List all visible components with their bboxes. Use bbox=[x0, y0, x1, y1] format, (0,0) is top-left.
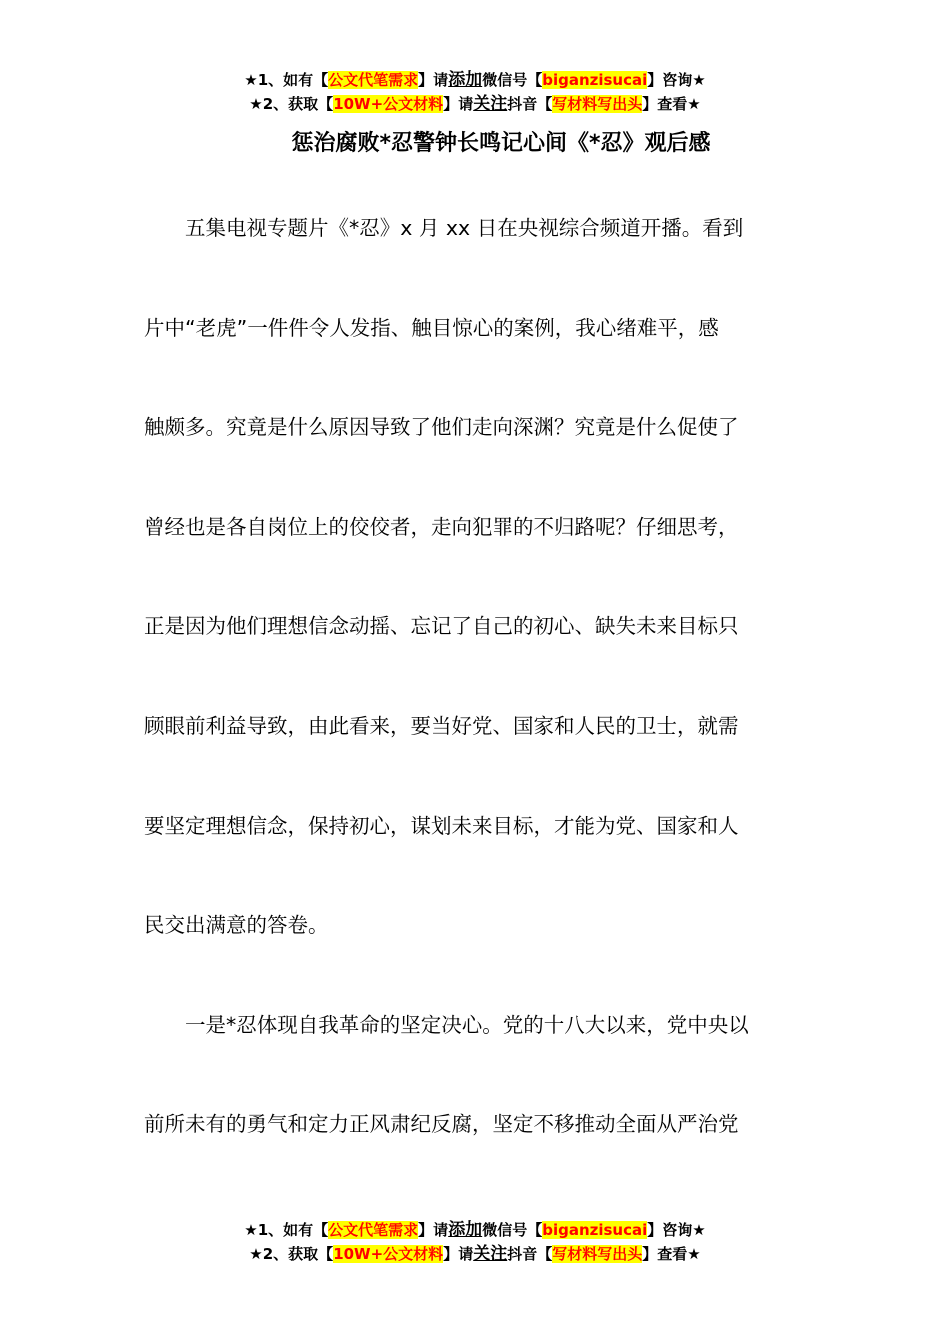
document-body bbox=[144, 208, 804, 1204]
document-title: 惩治腐败*忍警钟长鸣记心间《*忍》观后感 bbox=[291, 131, 711, 156]
banner-wechat-id: biganzisucai bbox=[542, 1221, 648, 1239]
banner-text: ★2、获取【 bbox=[249, 95, 334, 113]
banner-underline: 关注 bbox=[473, 94, 508, 114]
banner-highlight: 公文代笔需求 bbox=[328, 1221, 419, 1239]
banner-text: 】查看★ bbox=[642, 95, 701, 113]
banner-highlight: 公文代笔需求 bbox=[328, 71, 419, 89]
body-line: 正是因为他们理想信念动摇、忘记了自己的初心、缺失未来目标只 bbox=[144, 614, 739, 639]
banner-highlight: 写材料写出头 bbox=[552, 95, 643, 113]
banner-underline: 关注 bbox=[473, 1244, 508, 1264]
body-line: 民交出满意的答卷。 bbox=[144, 913, 329, 938]
body-line: 触颇多。究竟是什么原因导致了他们走向深渊？究竟是什么促使了 bbox=[144, 415, 739, 440]
body-line: 曾经也是各自岗位上的佼佼者，走向犯罪的不归路呢？仔细思考， bbox=[144, 514, 739, 539]
banner-highlight: 写材料写出头 bbox=[552, 1245, 643, 1263]
body-line: 顾眼前利益导致，由此看来，要当好党、国家和人民的卫士，就需 bbox=[144, 713, 739, 738]
banner-text: 抖音【 bbox=[507, 1245, 553, 1263]
banner-highlight: 10W+公文材料 bbox=[333, 95, 444, 113]
banner-text: ★2、获取【 bbox=[249, 1245, 334, 1263]
banner-underline: 添加 bbox=[448, 1220, 483, 1240]
banner-highlight: 10W+公文材料 bbox=[333, 1245, 444, 1263]
banner-text: 微信号【 bbox=[482, 1221, 543, 1239]
banner-text: 】咨询★ bbox=[647, 71, 706, 89]
footer-banner bbox=[0, 1218, 950, 1266]
banner-text: 】咨询★ bbox=[647, 1221, 706, 1239]
banner-text: ★1、如有【 bbox=[244, 1221, 329, 1239]
banner-text: 微信号【 bbox=[482, 71, 543, 89]
banner-line-1 bbox=[0, 1218, 950, 1242]
banner-line-1 bbox=[0, 68, 950, 92]
header-banner bbox=[0, 68, 950, 116]
banner-text: 】请 bbox=[418, 1221, 449, 1239]
banner-line-2 bbox=[0, 1242, 950, 1266]
body-line: 前所未有的勇气和定力正风肃纪反腐，坚定不移推动全面从严治党 bbox=[144, 1112, 739, 1137]
banner-text: ★1、如有【 bbox=[244, 71, 329, 89]
banner-text: 抖音【 bbox=[507, 95, 553, 113]
banner-underline: 添加 bbox=[448, 70, 483, 90]
banner-text: 】查看★ bbox=[642, 1245, 701, 1263]
body-line: 五集电视专题片《*忍》x 月 xx 日在央视综合频道开播。看到 bbox=[144, 216, 744, 240]
banner-wechat-id: biganzisucai bbox=[542, 71, 648, 89]
body-line: 片中“老虎”一件件令人发指、触目惊心的案例，我心绪难平，感 bbox=[144, 315, 719, 340]
body-line: 一是*忍体现自我革命的坚定决心。党的十八大以来，党中央以 bbox=[144, 1012, 749, 1037]
banner-text: 】请 bbox=[443, 1245, 474, 1263]
banner-text: 】请 bbox=[443, 95, 474, 113]
body-line: 要坚定理想信念，保持初心，谋划未来目标，才能为党、国家和人 bbox=[144, 813, 739, 838]
banner-text: 】请 bbox=[418, 71, 449, 89]
banner-line-2 bbox=[0, 92, 950, 116]
